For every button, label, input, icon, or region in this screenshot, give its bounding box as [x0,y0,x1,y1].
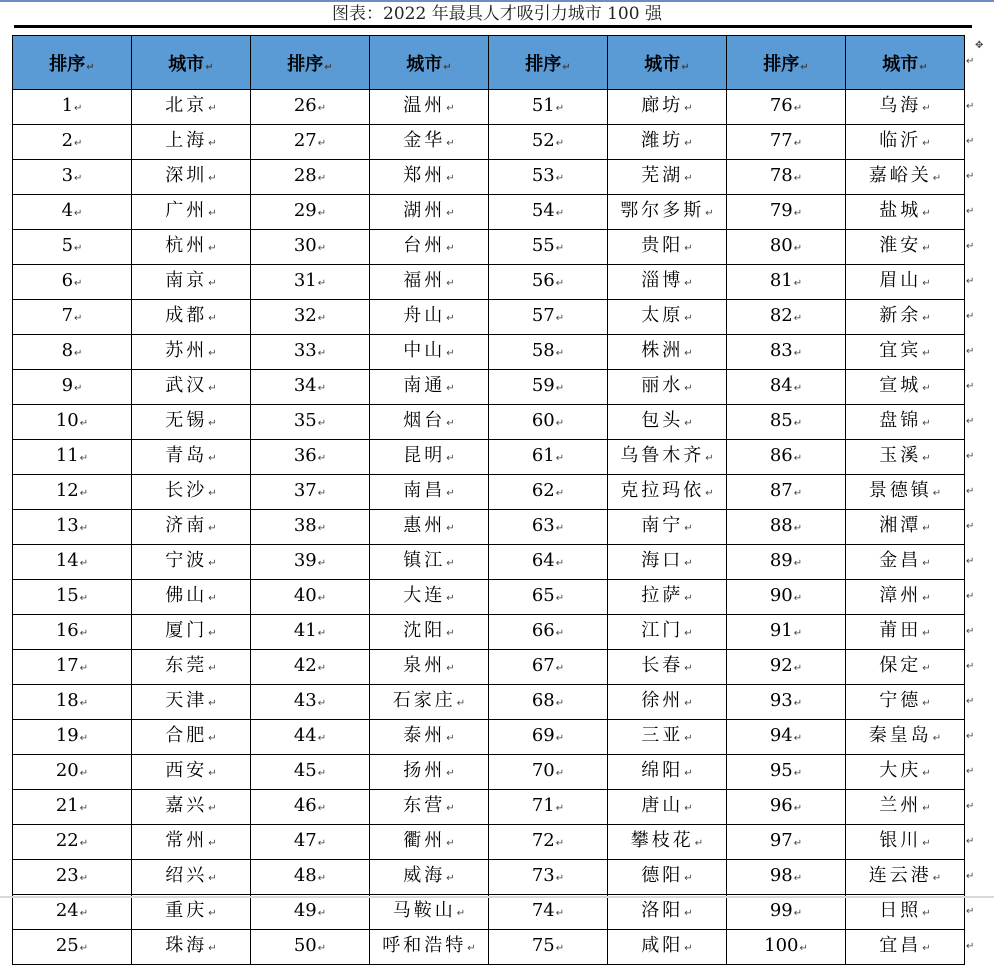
rank-cell: 91↵ [727,615,846,650]
rank-cell: 49↵ [251,895,370,930]
city-cell: 深圳↵ [132,160,251,195]
rank-cell: 87↵ [727,475,846,510]
city-cell: 嘉峪关↵ [846,160,965,195]
rank-cell: 52↵ [489,125,608,160]
rank-cell: 11↵ [13,440,132,475]
table-row [13,335,965,370]
rank-cell: 84↵ [727,370,846,405]
city-cell: 沈阳↵ [370,615,489,650]
rank-cell: 39↵ [251,545,370,580]
city-cell: 乌鲁木齐↵ [608,440,727,475]
rank-cell: 23↵ [13,860,132,895]
city-cell: 宁波↵ [132,545,251,580]
rank-cell: 2↵ [13,125,132,160]
rank-cell: 50↵ [251,930,370,965]
city-cell: 宁德↵ [846,685,965,720]
city-cell: 东营↵ [370,790,489,825]
rank-cell: 98↵ [727,860,846,895]
city-cell: 扬州↵ [370,755,489,790]
rank-cell: 74↵ [489,895,608,930]
rank-cell: 8↵ [13,335,132,370]
row-end-mark: ↵ [966,170,975,182]
city-cell: 长春↵ [608,650,727,685]
rank-cell: 60↵ [489,405,608,440]
rank-cell: 41↵ [251,615,370,650]
row-end-mark: ↵ [966,835,975,847]
rank-cell: 72↵ [489,825,608,860]
table-row [13,265,965,300]
city-cell: 绍兴↵ [132,860,251,895]
table-row [13,825,965,860]
city-cell: 玉溪↵ [846,440,965,475]
rank-cell: 3↵ [13,160,132,195]
row-end-mark: ↵ [966,135,975,147]
rank-cell: 44↵ [251,720,370,755]
row-end-mark: ↵ [966,205,975,217]
row-end-mark: ↵ [966,450,975,462]
city-cell: 湖州↵ [370,195,489,230]
city-cell: 惠州↵ [370,510,489,545]
city-cell: 贵阳↵ [608,230,727,265]
rank-cell: 42↵ [251,650,370,685]
row-end-mark: ↵ [966,695,975,707]
rank-cell: 83↵ [727,335,846,370]
page-bottom-edge [0,896,994,898]
row-end-mark: ↵ [966,310,975,322]
city-cell: 南通↵ [370,370,489,405]
city-cell: 绵阳↵ [608,755,727,790]
city-cell: 南京↵ [132,265,251,300]
row-end-mark: ↵ [966,240,975,252]
rank-cell: 70↵ [489,755,608,790]
city-cell: 重庆↵ [132,895,251,930]
city-cell: 镇江↵ [370,545,489,580]
city-cell: 攀枝花↵ [608,825,727,860]
city-cell: 芜湖↵ [608,160,727,195]
rank-cell: 90↵ [727,580,846,615]
rank-cell: 19↵ [13,720,132,755]
rank-cell: 56↵ [489,265,608,300]
rank-cell: 4↵ [13,195,132,230]
city-ranking-table [12,35,965,965]
city-cell: 乌海↵ [846,90,965,125]
city-cell: 广州↵ [132,195,251,230]
rank-cell: 30↵ [251,230,370,265]
table-row [13,580,965,615]
row-end-mark: ↵ [966,415,975,427]
city-cell: 莆田↵ [846,615,965,650]
row-end-mark: ↵ [966,905,975,917]
city-cell: 兰州↵ [846,790,965,825]
rank-cell: 82↵ [727,300,846,335]
header-rank-cell: 排序↵ [13,36,132,90]
city-cell: 合肥↵ [132,720,251,755]
city-cell: 江门↵ [608,615,727,650]
header-rank-cell: 排序↵ [489,36,608,90]
rank-cell: 15↵ [13,580,132,615]
city-cell: 郑州↵ [370,160,489,195]
city-cell: 大庆↵ [846,755,965,790]
rank-cell: 9↵ [13,370,132,405]
city-cell: 泰州↵ [370,720,489,755]
city-cell: 新余↵ [846,300,965,335]
rank-cell: 94↵ [727,720,846,755]
rank-cell: 27↵ [251,125,370,160]
city-cell: 大连↵ [370,580,489,615]
city-cell: 昆明↵ [370,440,489,475]
city-cell: 拉萨↵ [608,580,727,615]
city-cell: 西安↵ [132,755,251,790]
rank-cell: 69↵ [489,720,608,755]
city-cell: 中山↵ [370,335,489,370]
city-cell: 淮安↵ [846,230,965,265]
city-cell: 盐城↵ [846,195,965,230]
rank-cell: 97↵ [727,825,846,860]
table-move-handle[interactable]: ✥ [975,40,984,51]
rank-cell: 24↵ [13,895,132,930]
city-cell: 南昌↵ [370,475,489,510]
city-cell: 衢州↵ [370,825,489,860]
row-end-mark: ↵ [966,870,975,882]
city-cell: 珠海↵ [132,930,251,965]
city-cell: 北京↵ [132,90,251,125]
header-city-cell: 城市↵ [608,36,727,90]
table-row [13,545,965,580]
rank-cell: 100↵ [727,930,846,965]
rank-cell: 88↵ [727,510,846,545]
city-cell: 银川↵ [846,825,965,860]
header-row [13,36,965,90]
city-cell: 台州↵ [370,230,489,265]
header-city-cell: 城市↵ [132,36,251,90]
rank-cell: 40↵ [251,580,370,615]
city-cell: 秦皇岛↵ [846,720,965,755]
city-cell: 泉州↵ [370,650,489,685]
row-end-mark: ↵ [966,275,975,287]
rank-cell: 71↵ [489,790,608,825]
top-border-rule [0,0,994,2]
rank-cell: 85↵ [727,405,846,440]
table-row [13,860,965,895]
rank-cell: 13↵ [13,510,132,545]
city-cell: 青岛↵ [132,440,251,475]
rank-cell: 21↵ [13,790,132,825]
table-row [13,195,965,230]
city-cell: 潍坊↵ [608,125,727,160]
table-row [13,440,965,475]
row-end-mark: ↵ [966,590,975,602]
table-row [13,405,965,440]
rank-cell: 10↵ [13,405,132,440]
rank-cell: 32↵ [251,300,370,335]
rank-cell: 59↵ [489,370,608,405]
rank-cell: 22↵ [13,825,132,860]
table-row [13,615,965,650]
city-cell: 徐州↵ [608,685,727,720]
rank-cell: 62↵ [489,475,608,510]
table-row [13,685,965,720]
rank-cell: 12↵ [13,475,132,510]
table-row [13,790,965,825]
row-end-mark: ↵ [966,800,975,812]
city-cell: 常州↵ [132,825,251,860]
city-cell: 嘉兴↵ [132,790,251,825]
city-cell: 湘潭↵ [846,510,965,545]
city-cell: 保定↵ [846,650,965,685]
rank-cell: 78↵ [727,160,846,195]
table-row [13,90,965,125]
rank-cell: 28↵ [251,160,370,195]
rank-cell: 55↵ [489,230,608,265]
city-cell: 武汉↵ [132,370,251,405]
rank-cell: 76↵ [727,90,846,125]
city-cell: 海口↵ [608,545,727,580]
rank-cell: 58↵ [489,335,608,370]
rank-cell: 92↵ [727,650,846,685]
city-cell: 包头↵ [608,405,727,440]
rank-cell: 64↵ [489,545,608,580]
header-rank-cell: 排序↵ [727,36,846,90]
city-cell: 景德镇↵ [846,475,965,510]
rank-cell: 5↵ [13,230,132,265]
city-cell: 盘锦↵ [846,405,965,440]
rank-cell: 99↵ [727,895,846,930]
city-cell: 洛阳↵ [608,895,727,930]
rank-cell: 80↵ [727,230,846,265]
rank-cell: 79↵ [727,195,846,230]
table-row [13,370,965,405]
header-city-cell: 城市↵ [370,36,489,90]
city-cell: 福州↵ [370,265,489,300]
caption-underline-rule [14,25,972,28]
city-cell: 日照↵ [846,895,965,930]
table-row [13,930,965,965]
rank-cell: 65↵ [489,580,608,615]
city-cell: 佛山↵ [132,580,251,615]
rank-cell: 47↵ [251,825,370,860]
header-rank-cell: 排序↵ [251,36,370,90]
row-end-mark: ↵ [966,940,975,952]
row-end-mark: ↵ [966,345,975,357]
rank-cell: 96↵ [727,790,846,825]
table-row [13,230,965,265]
row-end-mark: ↵ [966,555,975,567]
rank-cell: 35↵ [251,405,370,440]
rank-cell: 38↵ [251,510,370,545]
row-end-mark: ↵ [966,380,975,392]
table-row [13,510,965,545]
city-cell: 金昌↵ [846,545,965,580]
rank-cell: 66↵ [489,615,608,650]
city-cell: 廊坊↵ [608,90,727,125]
table-row [13,720,965,755]
city-cell: 马鞍山↵ [370,895,489,930]
rank-cell: 43↵ [251,685,370,720]
rank-cell: 57↵ [489,300,608,335]
city-cell: 呼和浩特↵ [370,930,489,965]
city-cell: 咸阳↵ [608,930,727,965]
rank-cell: 48↵ [251,860,370,895]
rank-cell: 51↵ [489,90,608,125]
table-row [13,125,965,160]
city-cell: 济南↵ [132,510,251,545]
rank-cell: 54↵ [489,195,608,230]
rank-cell: 26↵ [251,90,370,125]
rank-cell: 1↵ [13,90,132,125]
rank-cell: 75↵ [489,930,608,965]
rank-cell: 77↵ [727,125,846,160]
city-cell: 石家庄↵ [370,685,489,720]
rank-cell: 81↵ [727,265,846,300]
city-cell: 成都↵ [132,300,251,335]
rank-cell: 46↵ [251,790,370,825]
row-end-mark: ↵ [966,520,975,532]
city-cell: 烟台↵ [370,405,489,440]
row-end-mark: ↵ [966,625,975,637]
row-end-mark: ↵ [966,56,975,67]
rank-cell: 67↵ [489,650,608,685]
rank-cell: 7↵ [13,300,132,335]
city-cell: 淄博↵ [608,265,727,300]
city-cell: 三亚↵ [608,720,727,755]
city-cell: 眉山↵ [846,265,965,300]
rank-cell: 25↵ [13,930,132,965]
city-cell: 株洲↵ [608,335,727,370]
table-row [13,475,965,510]
city-cell: 杭州↵ [132,230,251,265]
city-cell: 宜宾↵ [846,335,965,370]
city-cell: 漳州↵ [846,580,965,615]
rank-cell: 73↵ [489,860,608,895]
row-end-mark: ↵ [966,485,975,497]
rank-cell: 36↵ [251,440,370,475]
city-cell: 舟山↵ [370,300,489,335]
rank-cell: 68↵ [489,685,608,720]
rank-cell: 29↵ [251,195,370,230]
table-caption: 图表：2022 年最具人才吸引力城市 100 强 [332,4,662,24]
rank-cell: 14↵ [13,545,132,580]
city-cell: 温州↵ [370,90,489,125]
city-cell: 太原↵ [608,300,727,335]
rank-cell: 45↵ [251,755,370,790]
city-cell: 鄂尔多斯↵ [608,195,727,230]
row-end-mark: ↵ [966,765,975,777]
rank-cell: 63↵ [489,510,608,545]
table-row [13,755,965,790]
city-cell: 东莞↵ [132,650,251,685]
city-cell: 苏州↵ [132,335,251,370]
city-cell: 丽水↵ [608,370,727,405]
rank-cell: 34↵ [251,370,370,405]
city-cell: 天津↵ [132,685,251,720]
table-row [13,160,965,195]
city-cell: 无锡↵ [132,405,251,440]
rank-cell: 33↵ [251,335,370,370]
rank-cell: 16↵ [13,615,132,650]
city-cell: 长沙↵ [132,475,251,510]
rank-cell: 95↵ [727,755,846,790]
city-cell: 临沂↵ [846,125,965,160]
rank-cell: 20↵ [13,755,132,790]
city-cell: 南宁↵ [608,510,727,545]
table-body [13,90,965,965]
city-cell: 金华↵ [370,125,489,160]
rank-cell: 31↵ [251,265,370,300]
header-city-cell: 城市↵ [846,36,965,90]
table-row [13,650,965,685]
rank-cell: 37↵ [251,475,370,510]
row-end-mark: ↵ [966,660,975,672]
row-end-mark: ↵ [966,730,975,742]
city-cell: 宜昌↵ [846,930,965,965]
rank-cell: 86↵ [727,440,846,475]
city-cell: 威海↵ [370,860,489,895]
city-cell: 德阳↵ [608,860,727,895]
rank-cell: 17↵ [13,650,132,685]
rank-cell: 53↵ [489,160,608,195]
city-cell: 连云港↵ [846,860,965,895]
table-row [13,300,965,335]
city-cell: 宣城↵ [846,370,965,405]
rank-cell: 6↵ [13,265,132,300]
rank-cell: 61↵ [489,440,608,475]
city-cell: 上海↵ [132,125,251,160]
rank-cell: 89↵ [727,545,846,580]
row-end-mark: ↵ [966,100,975,112]
rank-cell: 18↵ [13,685,132,720]
city-cell: 厦门↵ [132,615,251,650]
city-cell: 唐山↵ [608,790,727,825]
city-cell: 克拉玛依↵ [608,475,727,510]
rank-cell: 93↵ [727,685,846,720]
